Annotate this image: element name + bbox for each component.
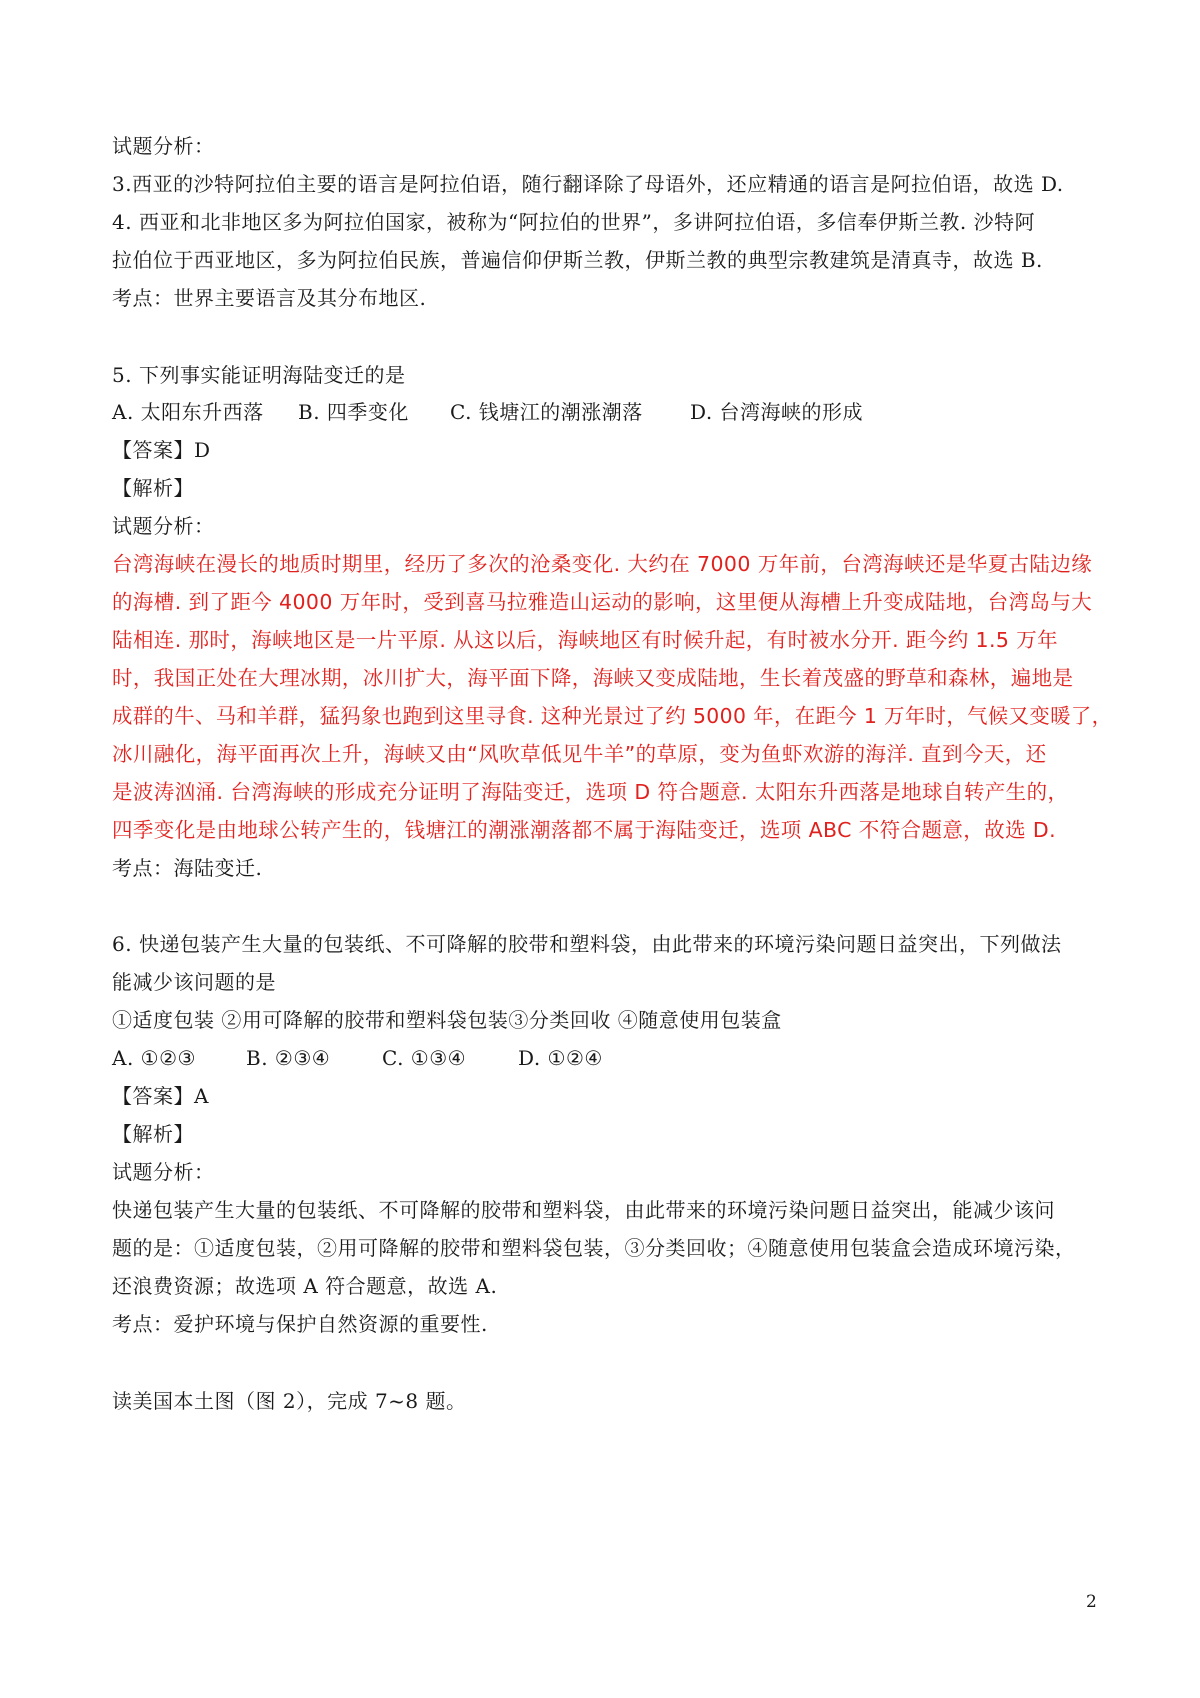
option-a: A. ①②③: [112, 1046, 196, 1070]
option-c: C. 钱塘江的潮涨潮落: [450, 400, 643, 424]
map-question-intro: 读美国本土图（图 2），完成 7~8 题。: [112, 1389, 467, 1413]
option-d: D. 台湾海峡的形成: [690, 400, 864, 424]
question-5: 5. 下列事实能证明海陆变迁的是: [112, 363, 406, 387]
option-b: B. ②③④: [246, 1046, 331, 1070]
knowledge-point: 考点：世界主要语言及其分布地区.: [112, 286, 427, 310]
option-b: B. 四季变化: [298, 400, 409, 424]
analysis-text-q6-line: 快递包装产生大量的包装纸、不可降解的胶带和塑料袋，由此带来的环境污染问题日益突出，能减少该问: [112, 1198, 1055, 1222]
analysis-text-q5-line: 陆相连. 那时，海峡地区是一片平原. 从这以后，海峡地区有时候升起，有时被水分开. 距今约 1.5 万年: [112, 628, 1059, 652]
analysis-label-q6: 试题分析：: [112, 1160, 215, 1184]
knowledge-point-q6: 考点：爱护环境与保护自然资源的重要性.: [112, 1312, 488, 1336]
knowledge-point-q5: 考点：海陆变迁.: [112, 856, 263, 880]
analysis-text-q6-line: 题的是：①适度包装，②用可降解的胶带和塑料袋包装，③分类回收；④随意使用包装盒会造成环境污染，: [112, 1236, 1076, 1260]
option-d: D. ①②④: [518, 1046, 603, 1070]
analysis-header-q6: 【解析】: [112, 1122, 194, 1146]
page-number: 2: [1086, 1592, 1097, 1612]
answer-q5: 【答案】D: [112, 438, 211, 462]
analysis-text-q6-line: 还浪费资源；故选项 A 符合题意，故选 A.: [112, 1274, 498, 1298]
analysis-text-q5-line: 的海槽. 到了距今 4000 万年时，受到喜马拉雅造山运动的影响，这里便从海槽上升变成陆地，台湾岛与大: [112, 590, 1093, 614]
analysis-text-q5-line: 四季变化是由地球公转产生的，钱塘江的潮涨潮落都不属于海陆变迁，选项 ABC 不符合题意，故选 D.: [112, 818, 1056, 842]
option-c: C. ①③④: [382, 1046, 467, 1070]
analysis-label-q5: 试题分析：: [112, 514, 215, 538]
analysis-text-q5-line: 时，我国正处在大理冰期，冰川扩大，海平面下降，海峡又变成陆地，生长着茂盛的野草和森林，遍地是: [112, 666, 1074, 690]
question-6-options: [112, 1044, 603, 1072]
analysis-text-q5-line: 是波涛汹涌. 台湾海峡的形成充分证明了海陆变迁，选项 D 符合题意. 太阳东升西落是地球自转产生的，: [112, 780, 1069, 804]
analysis-label: 试题分析：: [112, 134, 215, 158]
analysis-text-q4: 4. 西亚和北非地区多为阿拉伯国家，被称为“阿拉伯的世界”，多讲阿拉伯语，多信奉伊斯兰教. 沙特阿: [112, 210, 1036, 234]
question-6: 6. 快递包装产生大量的包装纸、不可降解的胶带和塑料袋，由此带来的环境污染问题日益突出，下列做法: [112, 932, 1062, 956]
question-6-items: ①适度包装 ②用可降解的胶带和塑料袋包装③分类回收 ④随意使用包装盒: [112, 1008, 782, 1032]
analysis-text-q5-line: 台湾海峡在漫长的地质时期里，经历了多次的沧桑变化. 大约在 7000 万年前，台湾海峡还是华夏古陆边缘: [112, 552, 1093, 576]
question-5-options: [112, 398, 863, 426]
analysis-text-q4-cont: 拉伯位于西亚地区，多为阿拉伯民族，普遍信仰伊斯兰教，伊斯兰教的典型宗教建筑是清真寺，故选 B.: [112, 248, 1043, 272]
analysis-text-q5-line: 冰川融化，海平面再次上升，海峡又由“风吹草低见牛羊”的草原，变为鱼虾欢游的海洋. 直到今天，还: [112, 742, 1047, 766]
option-a: A. 太阳东升西落: [112, 400, 264, 424]
analysis-header-q5: 【解析】: [112, 476, 194, 500]
analysis-text-q5-line: 成群的牛、马和羊群，猛犸象也跑到这里寻食. 这种光景过了约 5000 年，在距今 1 万年时，气候又变暖了，: [112, 704, 1113, 728]
analysis-text-q3: 3.西亚的沙特阿拉伯主要的语言是阿拉伯语，随行翻译除了母语外，还应精通的语言是阿拉伯语，故选 D.: [112, 172, 1064, 196]
answer-q6: 【答案】A: [112, 1084, 209, 1108]
question-6-cont: 能减少该问题的是: [112, 970, 276, 994]
